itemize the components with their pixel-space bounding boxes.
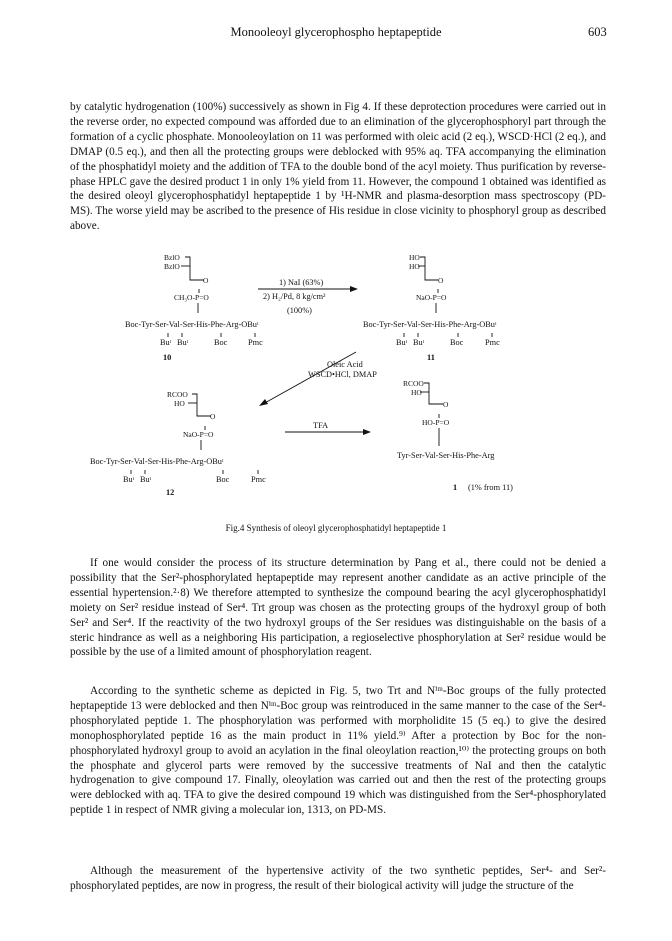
compound-11-prot-1: Buᵗ xyxy=(396,338,408,347)
compound-10-chain: Boc-Tyr-Ser-Val-Ser-His-Phe-Arg-OBuᵗ xyxy=(125,320,259,329)
compound-12-r2: HO xyxy=(174,399,185,408)
compound-12-prot-4: Pmc xyxy=(251,475,266,484)
compound-11-chain: Boc-Tyr-Ser-Val-Ser-His-Phe-Arg-OBuᵗ xyxy=(363,320,497,329)
compound-11-label: 11 xyxy=(427,353,435,362)
compound-12-prot-3: Boc xyxy=(216,475,230,484)
compound-1-phosphate: HO-P=O xyxy=(422,418,450,427)
compound-10-prot-1: Buᵗ xyxy=(160,338,172,347)
step-1-line-1: 1) NaI (63%) xyxy=(279,278,324,287)
step-1-line-2: 2) H₂/Pd, 8 kg/cm² xyxy=(263,292,326,301)
compound-11-r1: HO xyxy=(409,253,420,262)
step-3-line-1: TFA xyxy=(313,421,329,430)
compound-12-r1: RCOO xyxy=(167,390,188,399)
compound-11-prot-3: Boc xyxy=(450,338,464,347)
paragraph-1: by catalytic hydrogenation (100%) successively as shown in Fig 4. If these deprotection procedures were carried out in the reverse order, no expected compound was afforded due to an elimination of the glycerophosphoryl part through the formation of a cyclic phosphate. Monooleoylation on 11 was performed with oleic acid (2 eq.), WSCD·HCl (2 eq.), and DMAP (0.5 eq.), and then all the protecting groups were deblocked with 95% aq. TFA accompanying the elimination of the phosphatidyl moiety and the addition of TFA to the double bond of the acyl moiety. Thus purification by reverse-phase HPLC gave the desired product 1 in only 1% yield from 11. However, the compound 1 obtained was identified as the desired oleoyl glycerophosphatidyl heptapeptide 1 by ¹H-NMR and plasma-desorption mass spectroscopy (PD-MS). The worse yield may be ascribed to the presence of His residue in close vicinity to phosphoryl group as described above. xyxy=(70,101,607,233)
compound-12-oxygen: O xyxy=(210,412,216,421)
compound-10-phosphate: CH₃O-P=O xyxy=(174,293,209,302)
running-header-title: Monooleoyl glycerophospho heptapeptide xyxy=(230,25,442,39)
paragraph-3: According to the synthetic scheme as depicted in Fig. 5, two Trt and Nⁱᵐ-Boc groups of the fully protected heptapeptide 13 were deblocked and then Nⁱᵐ-Boc group was reintroduced in the same manner to the case of the Ser⁴-phosphorylated peptide 1. The phosphorylation was performed with morpholidite 15 (5 eq.) to give the desired monophosphorylated peptide 16 as the main product in 11% yield.⁹⁾ After a protection by Boc for the non-phosphorylated hydroxyl group to avoid an acylation in the final oleoylation reaction,¹⁰⁾ the protecting groups on both the phosphate and glycerol parts were removed by the successive treatments of NaI and then the catalytic hydrogenation to give compound 17. Finally, oleoylation was carried out and then the rest of the protecting groups were deblocked with aq. TFA to give the desired compound 19 which was distinguished from the Ser⁴-phosphorylated peptide 1 in respect of NMR giving a molecular ion, 1313, on PD-MS. xyxy=(70,685,606,817)
paragraph-4: Although the measurement of the hypertensive activity of the two synthetic peptides, Ser⁴- and Ser²-phosphorylated peptides, are now in progress, the result of their biological activity will judge the structure of the xyxy=(70,865,606,892)
compound-1-oxygen: O xyxy=(443,400,449,409)
compound-11-prot-2: Buᵗ xyxy=(413,338,425,347)
figure-caption: Fig.4 Synthesis of oleoyl glycerophosphatidyl heptapeptide 1 xyxy=(225,523,447,533)
compound-10-label: 10 xyxy=(163,353,172,362)
compound-10-prot-4: Pmc xyxy=(248,338,263,347)
compound-11-oxygen: O xyxy=(438,276,444,285)
compound-11-prot-4: Pmc xyxy=(485,338,500,347)
compound-12-phosphate: NaO-P=O xyxy=(183,430,214,439)
compound-10-prot-3: Boc xyxy=(214,338,228,347)
step-1-line-3: (100%) xyxy=(287,306,312,315)
step-2-line-1: Oleic Acid xyxy=(327,360,363,369)
page-number: 603 xyxy=(588,25,607,39)
compound-1-r1: RCOO xyxy=(403,379,424,388)
compound-1-chain: Tyr-Ser-Val-Ser-His-Phe-Arg xyxy=(397,451,495,460)
compound-12-prot-1: Buᵗ xyxy=(123,475,135,484)
compound-10-r1: BzlO xyxy=(164,253,180,262)
step-2-line-2: WSCD•HCl, DMAP xyxy=(308,370,377,379)
compound-10-oxygen: O xyxy=(203,276,209,285)
paragraph-2: If one would consider the process of its structure determination by Pang et al., there could not be denied a possibility that the Ser²-phosphorylated heptapeptide may represent another candidate as an active principle of the essential hypertension.²·8) We therefore attempted to synthesize the compound bearing the acyl glycerophosphatidyl moiety on Ser² residue instead of Ser⁴. Trt group was chosen as the protecting groups of the hydroxyl group of both Ser² and Ser⁴. If the reactivity of the two hydroxyl groups of the Ser residues was distinguishable on the basis of a steric hindrance as well as a neighboring His participation, a regioselective phosphorylation at Ser² residue would be possible by the use of a limited amount of phosphorylation reagent. xyxy=(70,557,606,659)
compound-1-label: 1 xyxy=(453,483,458,492)
compound-12-label: 12 xyxy=(166,488,175,497)
compound-1-yield: (1% from 11) xyxy=(468,483,513,492)
compound-12-prot-2: Buᵗ xyxy=(140,475,152,484)
compound-10-r2: BzlO xyxy=(164,262,180,271)
compound-11-phosphate: NaO-P=O xyxy=(416,293,447,302)
compound-12-chain: Boc-Tyr-Ser-Val-Ser-His-Phe-Arg-OBuᵗ xyxy=(90,457,224,466)
compound-1-r2: HO xyxy=(411,388,422,397)
compound-10-prot-2: Buᵗ xyxy=(177,338,189,347)
compound-11-r2: HO xyxy=(409,262,420,271)
